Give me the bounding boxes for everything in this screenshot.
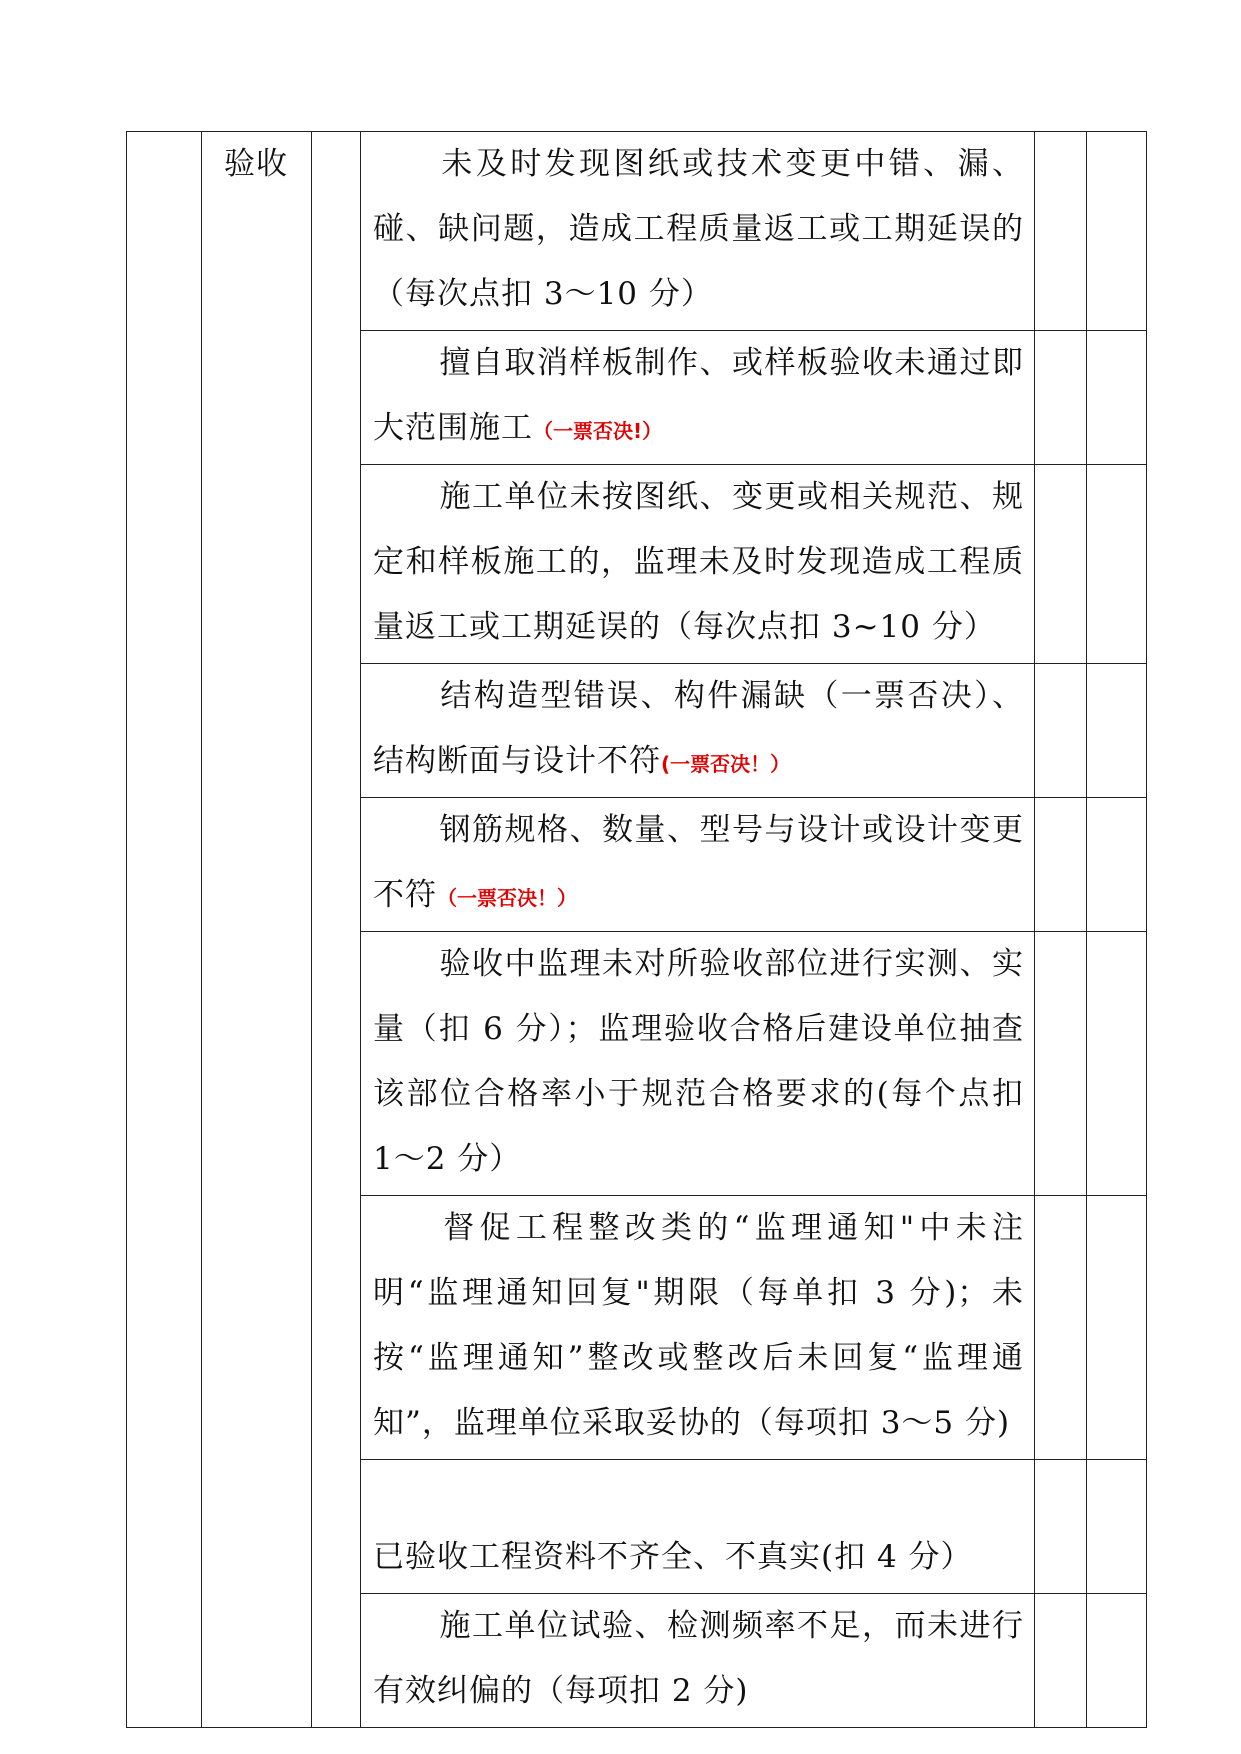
deduction-cell [1035, 932, 1087, 1196]
criteria-cell [361, 132, 1035, 331]
score-cell [1087, 1460, 1147, 1594]
deduction-cell [1035, 465, 1087, 664]
score-cell [1087, 798, 1147, 932]
criteria-text: 施工单位未按图纸、变更或相关规范、规定和样板施工的，监理未及时发现造成工程质量返工或工期延误的（每次点扣 3~10 分） [373, 479, 1024, 645]
criteria-text: 施工单位试验、检测频率不足，而未进行有效纠偏的（每项扣 2 分) [373, 1608, 1024, 1709]
veto-note: （一票否决！） [437, 886, 577, 910]
score-cell [1087, 1196, 1147, 1460]
score-cell [1087, 664, 1147, 798]
table-row [127, 132, 1147, 331]
criteria-text: 结构造型错误、构件漏缺（一票否决）、结构断面与设计不符 [373, 678, 1024, 779]
score-cell [1087, 1594, 1147, 1728]
criteria-cell [361, 798, 1035, 932]
criteria-cell [361, 331, 1035, 465]
deduction-cell [1035, 1196, 1087, 1460]
criteria-cell [361, 664, 1035, 798]
deduction-cell [1035, 132, 1087, 331]
veto-note: （一票否决!） [533, 419, 663, 443]
score-cell [1087, 932, 1147, 1196]
score-cell [1087, 465, 1147, 664]
score-cell [1087, 331, 1147, 465]
criteria-cell [361, 1196, 1035, 1460]
criteria-text: 钢筋规格、数量、型号与设计或设计变更不符 [373, 812, 1024, 913]
weight-cell [312, 132, 361, 1728]
criteria-text: 擅自取消样板制作、或样板验收未通过即大范围施工 [373, 345, 1024, 446]
criteria-cell [361, 465, 1035, 664]
criteria-text: 未及时发现图纸或技术变更中错、漏、碰、缺问题，造成工程质量返工或工期延误的（每次点扣 3～10 分） [373, 146, 1024, 312]
criteria-text: 验收中监理未对所验收部位进行实测、实量（扣 6 分）；监理验收合格后建设单位抽查该部位合格率小于规范合格要求的(每个点扣 1～2 分） [373, 946, 1024, 1177]
index-cell [127, 132, 202, 1728]
category-cell: 验收 [202, 132, 312, 1728]
deduction-cell [1035, 798, 1087, 932]
scoring-table [126, 131, 1147, 1728]
deduction-cell [1035, 664, 1087, 798]
deduction-cell [1035, 1594, 1087, 1728]
criteria-cell [361, 1460, 1035, 1594]
deduction-cell [1035, 331, 1087, 465]
criteria-cell [361, 1594, 1035, 1728]
criteria-text: 已验收工程资料不齐全、不真实(扣 4 分） [373, 1539, 973, 1575]
criteria-text: 督促工程整改类的“监理通知"中未注明“监理通知回复"期限（每单扣 3 分)；未按“监理通知”整改或整改后未回复“监理通知”，监理单位采取妥协的（每项扣 3～5 分) [373, 1210, 1024, 1441]
deduction-cell [1035, 1460, 1087, 1594]
score-cell [1087, 132, 1147, 331]
criteria-cell [361, 932, 1035, 1196]
veto-note: (一票否决！） [661, 752, 791, 776]
